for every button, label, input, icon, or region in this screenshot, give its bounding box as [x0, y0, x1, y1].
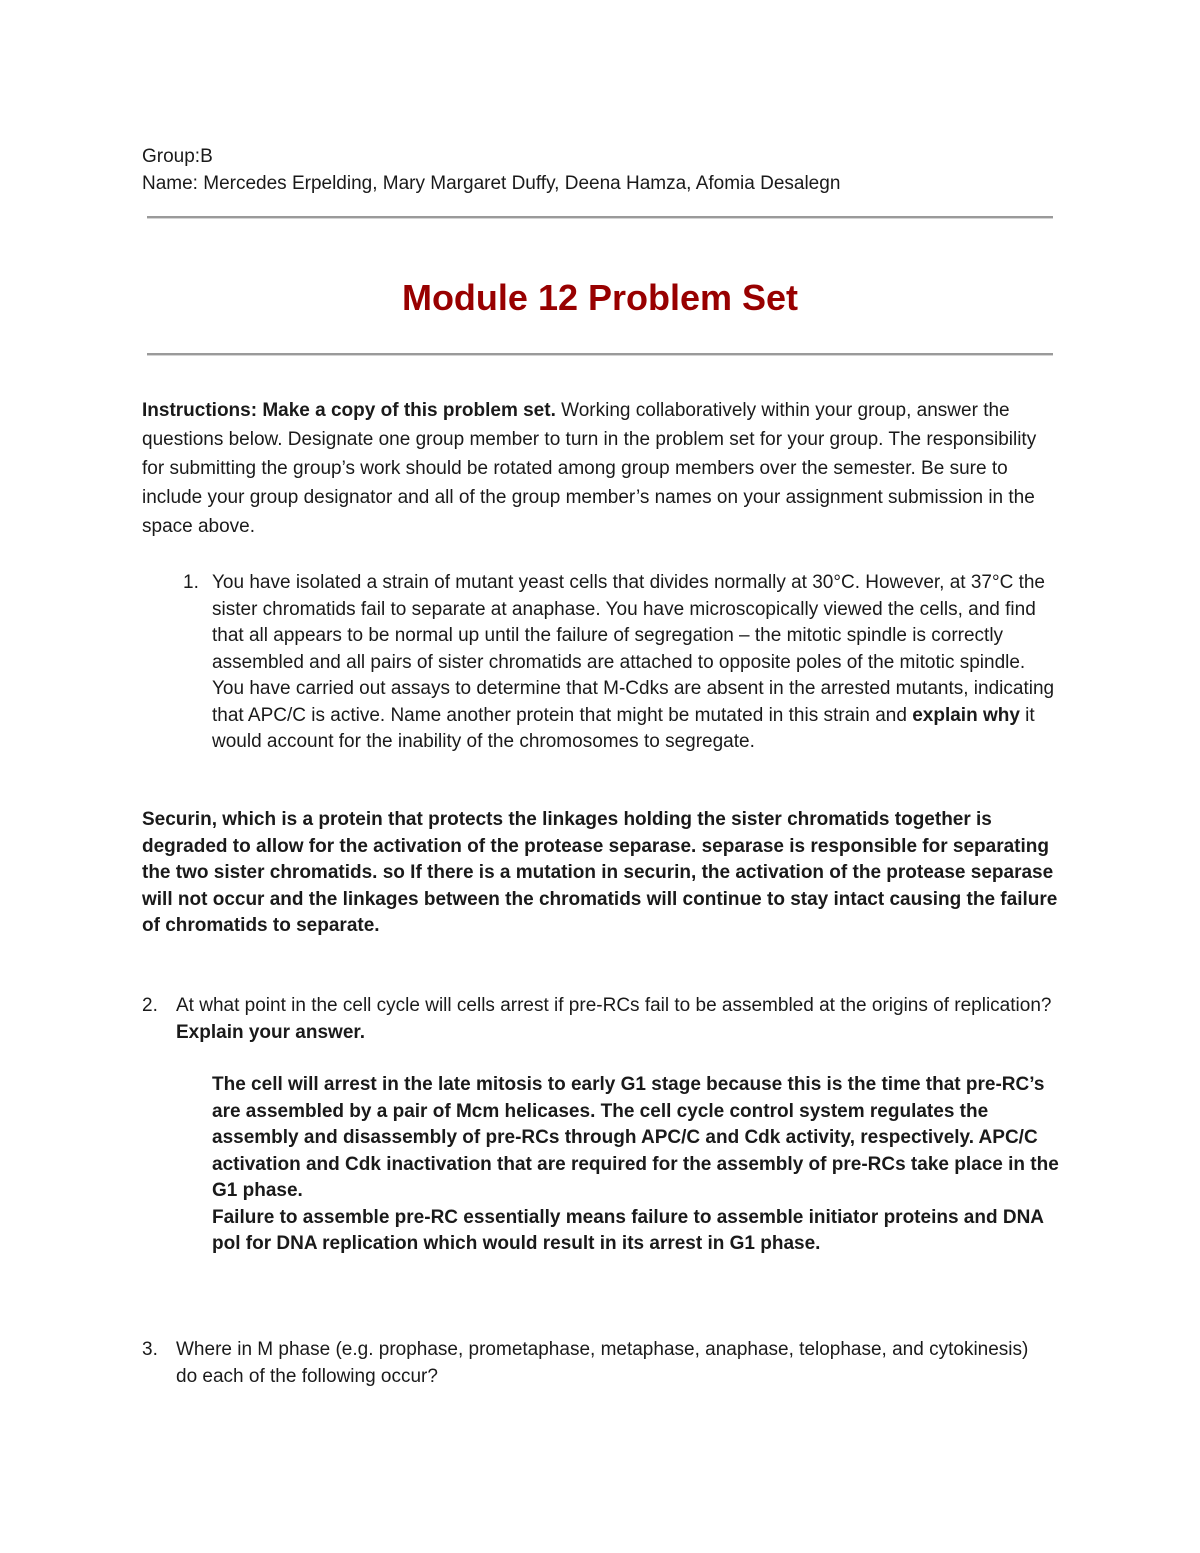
question-1-text-main: You have isolated a strain of mutant yeast cells that divides normally at 30°C. However, at 37°C the sister chromatids fail to separate at anaphase. You have microscopically viewed the cells, and find that all appears to be normal up until the failure of segregation – the mitotic spindle is correctly assembled and all pairs of sister chromatids are attached to opposite poles of the mitotic spindle. You have carried out assays to determine that M-Cdks are absent in the arrested mutants, indicating that APC/C is active. Name another protein that might be mutated in this strain and	[212, 572, 1055, 726]
group-label: Group:B	[142, 146, 213, 167]
question-2-text-emphasis: Explain your answer.	[176, 1021, 366, 1043]
group-members-names: Name: Mercedes Erpelding, Mary Margaret Duffy, Deena Hamza, Afomia Desalegn	[142, 173, 841, 194]
question-1-text-emphasis: explain why	[912, 704, 1020, 726]
instructions-paragraph	[142, 396, 1062, 541]
top-divider	[147, 216, 1053, 219]
question-1-answer: Securin, which is a protein that protects the linkages holding the sister chromatids together is degraded to allow for the activation of the protease separase. separase is responsible for separating the two sister chromatids. so If there is a mutation in securin, the activation of the protease separase will not occur and the linkages between the chromatids will continue to stay intact causing the failure of chromatids to separate.	[142, 809, 1058, 936]
question-2-text-main: At what point in the cell cycle will cells arrest if pre-RCs fail to be assembled at the origins of replication?	[176, 995, 1052, 1016]
question-3-number: 3.	[142, 1339, 158, 1360]
question-1-number: 1.	[183, 572, 199, 593]
instructions-lead: Instructions: Make a copy of this problem set.	[142, 400, 556, 421]
question-2-answer-paragraph-2: Failure to assemble pre-RC essentially means failure to assemble initiator proteins and DNA pol for DNA replication which would result in its arrest in G1 phase.	[212, 1206, 1044, 1254]
question-2-answer-paragraph-1: The cell will arrest in the late mitosis to early G1 stage because this is the time that pre-RC’s are assembled by a pair of Mcm helicases. The cell cycle control system regulates the assembly and disassembly of pre-RCs through APC/C and Cdk activity, respectively. APC/C activation and Cdk inactivation that are required for the assembly of pre-RCs take place in the G1 phase.	[212, 1074, 1059, 1201]
question-1-text	[212, 570, 1062, 756]
question-1-text-end: it would account for the inability of the chromosomes to segregate.	[212, 704, 1035, 752]
question-3-text: Where in M phase (e.g. prophase, prometaphase, metaphase, anaphase, telophase, and cytokinesis) do each of the following occur?	[176, 1339, 1029, 1387]
instructions-body: Working collaboratively within your group, answer the questions below. Designate one group member to turn in the problem set for your group. The responsibility for submitting the group’s work should be rotated among group members over the semester. Be sure to include your group designator and all of the group member’s names on your assignment submission in the space above.	[142, 400, 1037, 537]
question-2-text	[176, 993, 1066, 1046]
bottom-divider	[147, 353, 1053, 356]
page-title: Module 12 Problem Set	[401, 277, 799, 318]
question-2-answer	[212, 1072, 1072, 1258]
question-2-number: 2.	[142, 995, 158, 1016]
